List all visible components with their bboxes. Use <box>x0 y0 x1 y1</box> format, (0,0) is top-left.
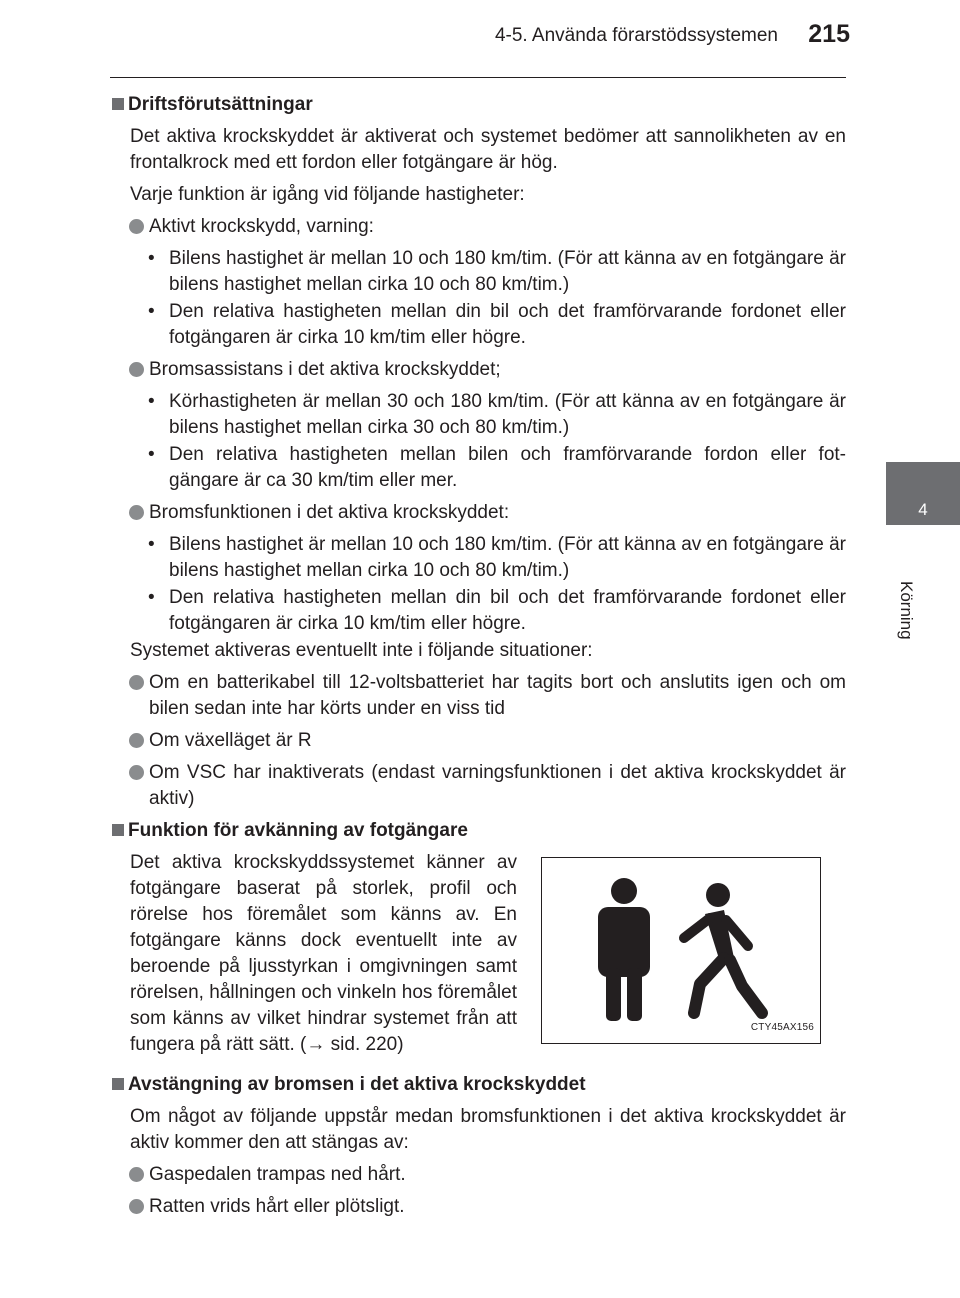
figure-code: CTY45AX156 <box>750 1022 814 1033</box>
sub-list-item-text: Den relativa hastigheten mellan din bil och det framförvarande fordonet eller fotgängaren är cirka 10 km/tim eller högre. <box>169 587 846 634</box>
list-item-text: Bromsfunktionen i det aktiva krockskyddet: <box>149 502 510 523</box>
section-heading-text: Driftsförutsättningar <box>128 94 313 115</box>
sub-list-item <box>148 442 846 494</box>
text-with-figure <box>110 850 846 1072</box>
paragraph: Det aktiva krockskyddet är aktiverat och systemet bedömer att sannolikheten av en frontalkrock med ett fordon eller fotgängare är hög. <box>130 126 846 173</box>
list-item <box>110 357 846 383</box>
sub-list-item-text: Bilens hastighet är mellan 10 och 180 km/tim. (För att känna av en fotgängare är bilens hastighet mellan cirka 10 och 80 km/tim.) <box>169 248 846 295</box>
sub-list-item <box>148 585 846 637</box>
page-content <box>110 92 846 1226</box>
list-item-text: Bromsassistans i det aktiva krockskyddet; <box>149 359 501 380</box>
list-item-text: Aktivt krockskydd, varning: <box>149 216 374 237</box>
pedestrian-illustration <box>541 857 821 1044</box>
list-item <box>110 760 846 812</box>
list-item-text: Gaspedalen trampas ned hårt. <box>149 1164 406 1185</box>
sub-list-item <box>148 246 846 298</box>
running-header: 4-5. Använda förarstödssystemen <box>494 25 778 46</box>
list-item-text: Om en batterikabel till 12-voltsbatteriet har tagits bort och anslutits igen och om bilen sedan inte har körts under en viss tid <box>149 672 846 719</box>
circle-bullet-icon <box>129 675 144 690</box>
section-heading-text: Funktion för avkänning av fotgängare <box>128 820 468 841</box>
list-item-text: Om växelläget är R <box>149 730 312 751</box>
square-bullet-icon <box>112 98 124 110</box>
square-bullet-icon <box>112 1078 124 1090</box>
section-pedestrian-detection <box>110 818 846 1072</box>
sub-list-item <box>148 532 846 584</box>
middot-bullet-icon: • <box>148 444 155 465</box>
middot-bullet-icon: • <box>148 534 155 555</box>
middot-bullet-icon: • <box>148 587 155 608</box>
section-brake-disable <box>110 1072 846 1220</box>
sub-list-item <box>148 389 846 441</box>
circle-bullet-icon <box>129 219 144 234</box>
section-heading <box>110 92 846 118</box>
circle-bullet-icon <box>129 505 144 520</box>
paragraph: Det aktiva krockskyddssystemet känner av fotgängare baserat på storlek, profil och rörelse hos föremålet som känns av. En fotgängare känns dock eventuellt inte av beroende på ljusstyrkan i omgivningen samt rörelsen, hållningen och vinkeln hos föremålet som känns av vilket hindrar systemet från att fungera på rätt sätt. (→ sid. 220) <box>130 852 517 1055</box>
middot-bullet-icon: • <box>148 391 155 412</box>
section-heading <box>110 1072 846 1098</box>
paragraph: Systemet aktiveras eventuellt inte i följande situationer: <box>130 640 593 661</box>
circle-bullet-icon <box>129 1199 144 1214</box>
section-heading <box>110 818 846 844</box>
chapter-label: Körning <box>897 581 916 640</box>
sub-list <box>110 389 846 494</box>
sub-list-item-text: Den relativa hastigheten mellan din bil och det framförvarande fordonet eller fotgängaren är cirka 10 km/tim eller högre. <box>169 301 846 348</box>
section-operating-conditions <box>110 92 846 812</box>
sub-list-item-text: Bilens hastighet är mellan 10 och 180 km/tim. (För att känna av en fotgängare är bilens hastighet mellan cirka 10 och 80 km/tim.) <box>169 534 846 581</box>
section-heading-text: Avstängning av bromsen i det aktiva krockskyddet <box>128 1074 586 1095</box>
square-bullet-icon <box>112 824 124 836</box>
middot-bullet-icon: • <box>148 248 155 269</box>
sub-list <box>110 246 846 351</box>
paragraph: Om något av följande uppstår medan bromsfunktionen i det aktiva krockskyddet är aktiv kommer den att stängas av: <box>130 1106 846 1153</box>
circle-bullet-icon <box>129 733 144 748</box>
sub-list-item-text: Den relativa hastigheten mellan bilen och framförvarande fordon eller fotgängare är ca 30 km/tim eller mer. <box>169 444 846 491</box>
header-rule <box>110 77 846 78</box>
circle-bullet-icon <box>129 1167 144 1182</box>
list-item <box>110 500 846 526</box>
list-item-text: Ratten vrids hårt eller plötsligt. <box>149 1196 405 1217</box>
sub-list <box>110 532 846 637</box>
list-item <box>110 670 846 722</box>
sub-list-item <box>148 299 846 351</box>
sub-list-item-text: Körhastigheten är mellan 30 och 180 km/tim. (För att känna av en fotgängare är bilens hastighet mellan cirka 30 och 80 km/tim.) <box>169 391 846 438</box>
list-item <box>110 1194 846 1220</box>
paragraph: Varje funktion är igång vid följande hastigheter: <box>130 184 525 205</box>
circle-bullet-icon <box>129 765 144 780</box>
list-item <box>110 1162 846 1188</box>
middot-bullet-icon: • <box>148 301 155 322</box>
circle-bullet-icon <box>129 362 144 377</box>
list-item-text: Om VSC har inaktiverats (endast varningsfunktionen i det aktiva krockskyddet är aktiv) <box>149 762 846 809</box>
list-item <box>110 728 846 754</box>
list-item <box>110 214 846 240</box>
chapter-number: 4 <box>918 500 928 519</box>
page-number: 215 <box>808 20 850 48</box>
